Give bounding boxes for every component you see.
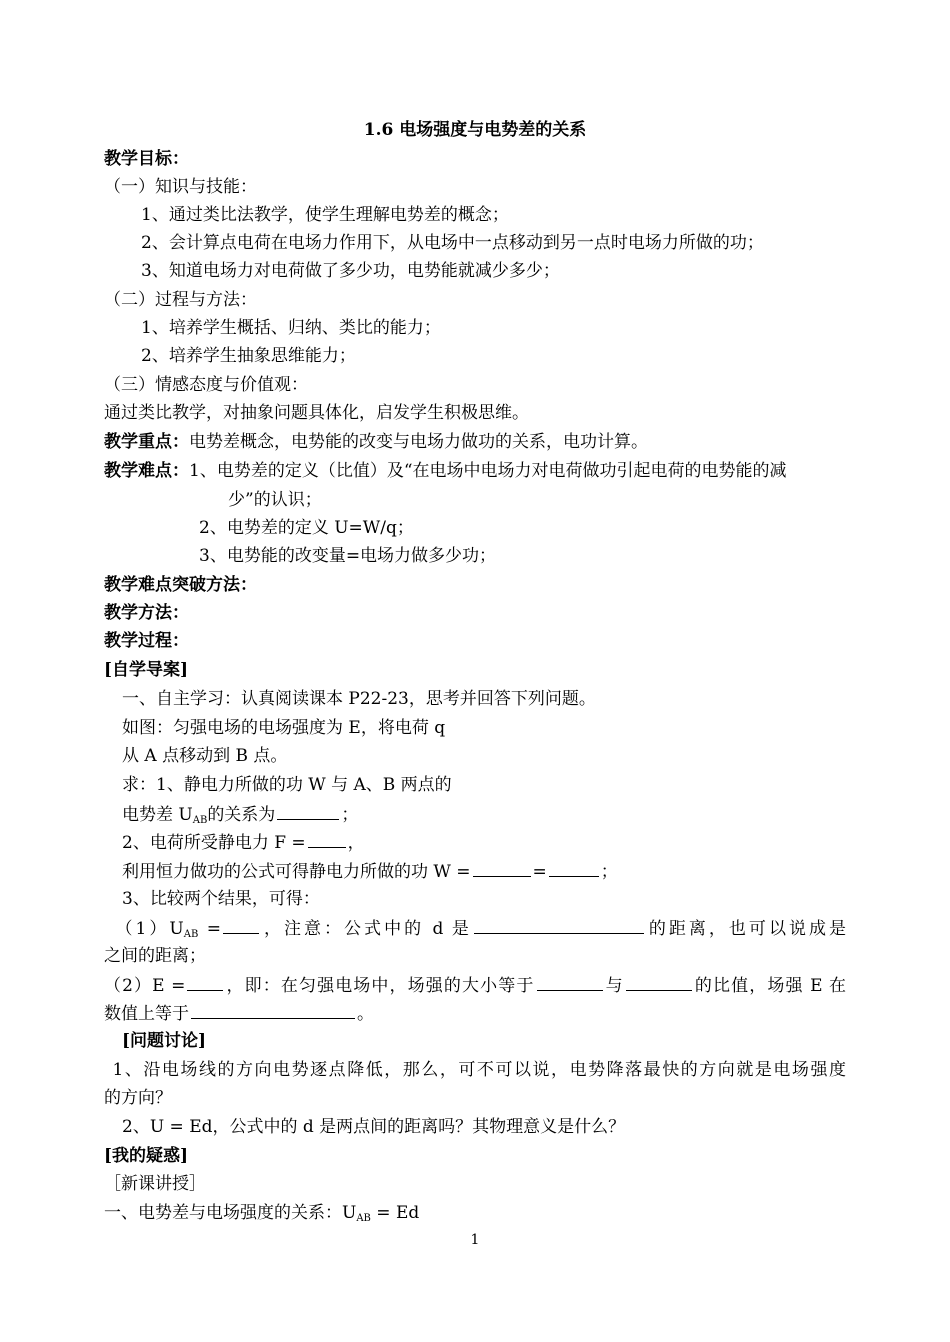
- discussion-heading: [问题讨论]: [122, 1031, 207, 1051]
- section-knowledge-heading: （一）知识与技能：: [104, 177, 257, 197]
- answer-blank[interactable]: [277, 801, 339, 820]
- conclusion-1: $(1)U_{AB}$ = ，注意：公式中的 d 是 的距离，也可以说成是: [104, 915, 846, 948]
- answer-blank[interactable]: [187, 972, 223, 991]
- key-points-text: 电势差概念，电势能的改变与电场力做功的关系，电功计算。: [189, 432, 648, 452]
- process-item: 1、培养学生概括、归纳、类比的能力；: [141, 318, 441, 338]
- answer-blank[interactable]: [473, 858, 531, 877]
- answer-blank[interactable]: [474, 915, 644, 934]
- method-heading: 教学方法：: [104, 603, 189, 623]
- breakthrough-heading: 教学难点突破方法：: [104, 575, 257, 595]
- section-attitude-heading: （三）情感态度与价值观：: [104, 375, 308, 395]
- guide-figure-text: 如图：匀强电场的电场强度为 E，将电荷 q: [122, 718, 446, 738]
- key-points: [104, 429, 648, 455]
- discussion-question-cont: 的方向？: [104, 1088, 172, 1108]
- conclusion-2: （2）E = ，即：在匀强电场中，场强的大小等于 与 的比值，场强 E 在: [104, 972, 846, 999]
- knowledge-item: 3、知道电场力对电荷做了多少功，电势能就减少多少；: [141, 261, 560, 281]
- guide-intro: 一、自主学习：认真阅读课本 P22-23，思考并回答下列问题。: [122, 689, 596, 709]
- guide-figure-text: 从 A 点移动到 B 点。: [122, 746, 288, 766]
- attitude-text: 通过类比教学，对抽象问题具体化，启发学生积极思维。: [104, 403, 529, 423]
- knowledge-item: 2、会计算点电荷在电场力作用下，从电场中一点移动到另一点时电场力所做的功；: [141, 233, 764, 253]
- guide-question: 3、比较两个结果，可得：: [122, 889, 320, 909]
- discussion-question: 1、沿电场线的方向电势逐点降低，那么，可不可以说，电势降落最快的方向就是电场强度: [112, 1060, 846, 1080]
- answer-blank[interactable]: [537, 972, 603, 991]
- answer-blank[interactable]: [191, 1000, 355, 1019]
- guide-question: 利用恒力做功的公式可得静电力所做的功 W = = ；: [122, 858, 618, 885]
- relation-line: 一、电势差与电场强度的关系：$U_{AB} = Ed$: [104, 1203, 420, 1224]
- guide-question: 求：1、静电力所做的功 W 与 A、B 两点的: [122, 775, 452, 795]
- discussion-question: 2、U = Ed，公式中的 d 是两点间的距离吗？其物理意义是什么？: [122, 1117, 626, 1137]
- page-title: 1.6 电场强度与电势差的关系: [363, 120, 587, 140]
- difficulty-item-cont: 少”的认识；: [228, 490, 322, 510]
- process-heading: 教学过程：: [104, 631, 189, 651]
- page-number: 1: [470, 1232, 480, 1248]
- section-process-heading: （二）过程与方法：: [104, 290, 257, 310]
- answer-blank[interactable]: [223, 915, 259, 934]
- process-item: 2、培养学生抽象思维能力；: [141, 346, 356, 366]
- answer-blank[interactable]: [626, 972, 692, 991]
- guide-question: 2、电荷所受静电力 F = ，: [122, 829, 365, 856]
- key-points-label: 教学重点：: [104, 432, 189, 452]
- knowledge-item: 1、通过类比法教学，使学生理解电势差的概念；: [141, 205, 509, 225]
- guide-question: 电势差 $U_{AB}$的关系为 ；: [122, 801, 358, 834]
- goals-heading: 教学目标：: [104, 149, 189, 169]
- difficulty-item: 1、电势差的定义（比值）及“在电场中电场力对电荷做功引起电荷的电势能的减: [189, 461, 787, 481]
- difficulties: [104, 458, 787, 484]
- guide-heading: [自学导案]: [104, 660, 189, 680]
- new-lesson-heading: ［新课讲授］: [104, 1174, 206, 1194]
- conclusion-2-cont: 数值上等于 。: [104, 1000, 374, 1027]
- answer-blank[interactable]: [549, 858, 599, 877]
- answer-blank[interactable]: [308, 829, 346, 848]
- doubts-heading: [我的疑惑]: [104, 1146, 189, 1166]
- difficulties-label: 教学难点：: [104, 461, 189, 481]
- difficulty-item: 3、电势能的改变量=电场力做多少功；: [199, 546, 497, 566]
- difficulty-item: 2、电势差的定义 U=W/q；: [199, 518, 414, 538]
- conclusion-1-cont: 之间的距离；: [104, 946, 206, 966]
